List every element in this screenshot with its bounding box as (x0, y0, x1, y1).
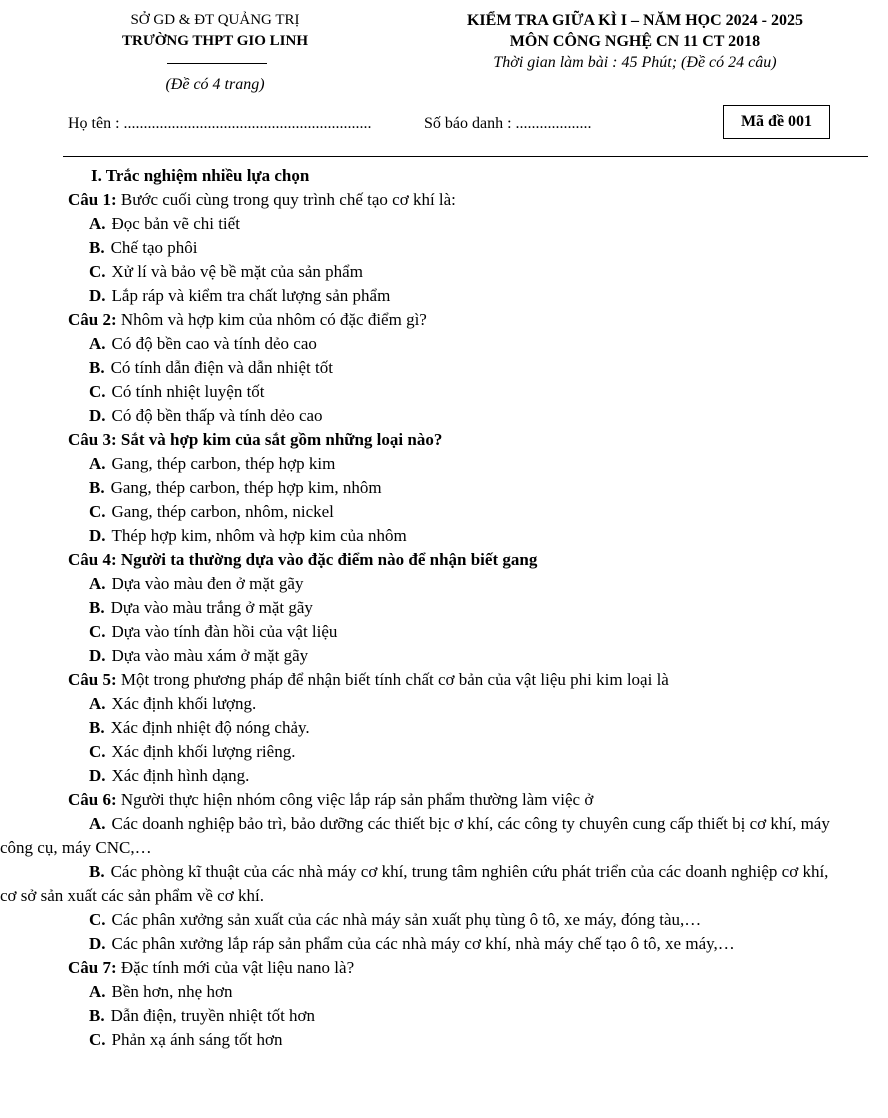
question-3 (68, 428, 848, 452)
question-5 (68, 668, 848, 692)
student-name-field: Họ tên : .............................................................. (68, 115, 372, 132)
question-text: Người ta thường dựa vào đặc điểm nào để nhận biết gang (116, 550, 538, 569)
option-c (68, 1028, 848, 1052)
question-7 (68, 956, 848, 980)
question-label: Câu 7: (68, 958, 117, 977)
option-a (68, 212, 848, 236)
option-c (68, 620, 848, 644)
option-letter: A. (89, 334, 106, 353)
option-d (68, 404, 848, 428)
question-label: Câu 2: (68, 310, 117, 329)
question-label: Câu 4: (68, 550, 117, 569)
question-text: Bước cuối cùng trong quy trình chế tạo cơ khí là: (116, 190, 456, 209)
option-text: Các doanh nghiệp bảo trì, bảo dưỡng các thiết bịc ơ khí, các công ty chuyên cung cấp thiết bị cơ khí, máy công cụ, máy CNC,… (0, 814, 830, 857)
option-text: Gang, thép carbon, nhôm, nickel (111, 502, 334, 521)
option-text: Xác định nhiệt độ nóng chảy. (110, 718, 310, 737)
option-text: Dẫn điện, truyền nhiệt tốt hơn (110, 1006, 316, 1025)
option-letter: A. (89, 694, 106, 713)
option-b (68, 356, 848, 380)
option-text: Các phòng kĩ thuật của các nhà máy cơ khí, trung tâm nghiên cứu phát triển của các doanh nghiệp cơ khí, cơ sở sản xuất các sản phẩm về cơ khí. (0, 862, 829, 905)
question-list (0, 188, 848, 1052)
option-d (0, 932, 848, 956)
option-text: Dựa vào tính đàn hồi của vật liệu (111, 622, 338, 641)
header-separator (63, 156, 868, 157)
option-letter: B. (89, 598, 105, 617)
department-name: SỞ GD & ĐT QUẢNG TRỊ (130, 12, 300, 28)
option-text: Gang, thép carbon, thép hợp kim (111, 454, 336, 473)
exam-content (0, 164, 848, 1052)
option-letter: A. (89, 454, 106, 473)
option-letter: A. (89, 982, 106, 1001)
page-count: (Đề có 4 trang) (165, 76, 265, 93)
option-a (68, 452, 848, 476)
question-1 (68, 188, 848, 212)
option-text: Dựa vào màu đen ở mặt gãy (111, 574, 304, 593)
question-text: Đặc tính mới của vật liệu nano là? (116, 958, 355, 977)
option-d (68, 524, 848, 548)
option-letter: C. (89, 742, 106, 761)
option-letter: D. (89, 646, 106, 665)
option-b (0, 860, 848, 908)
option-letter: B. (89, 1006, 105, 1025)
option-text: Gang, thép carbon, thép hợp kim, nhôm (110, 478, 382, 497)
option-letter: D. (89, 286, 106, 305)
option-d (68, 644, 848, 668)
option-text: Đọc bản vẽ chi tiết (111, 214, 240, 233)
question-4 (68, 548, 848, 572)
question-label: Câu 1: (68, 190, 117, 209)
option-letter: D. (89, 406, 106, 425)
option-b (68, 716, 848, 740)
option-text: Có độ bền cao và tính dẻo cao (111, 334, 317, 353)
school-name: TRƯỜNG THPT GIO LINH (121, 33, 308, 49)
option-text: Xử lí và bảo vệ bề mặt của sản phẩm (111, 262, 363, 281)
option-letter: B. (89, 358, 105, 377)
option-letter: D. (89, 766, 106, 785)
option-text: Các phân xưởng sản xuất của các nhà máy sản xuất phụ tùng ô tô, xe máy, đóng tàu,… (111, 910, 702, 929)
option-letter: C. (89, 622, 106, 641)
option-letter: B. (89, 478, 105, 497)
option-a (0, 812, 848, 860)
option-letter: C. (89, 382, 106, 401)
option-letter: C. (89, 262, 106, 281)
option-text: Bền hơn, nhẹ hơn (111, 982, 233, 1001)
question-text: Người thực hiện nhóm công việc lắp ráp sản phẩm thường làm việc ở (116, 790, 594, 809)
option-c (68, 380, 848, 404)
option-letter: B. (89, 862, 105, 881)
option-b (68, 1004, 848, 1028)
exam-duration: Thời gian làm bài : 45 Phút; (Đề có 24 câu) (493, 54, 777, 71)
option-letter: D. (89, 526, 106, 545)
option-letter: C. (89, 1030, 106, 1049)
question-2 (68, 308, 848, 332)
option-text: Có tính dẫn điện và dẫn nhiệt tốt (110, 358, 333, 377)
header-underline (167, 63, 267, 64)
option-letter: B. (89, 718, 105, 737)
option-letter: D. (89, 934, 106, 953)
student-id-field: Số báo danh : ................... (424, 115, 592, 132)
exam-title: KIỂM TRA GIỮA KÌ I – NĂM HỌC 2024 - 2025 (466, 12, 803, 29)
option-c (68, 500, 848, 524)
option-letter: A. (89, 214, 106, 233)
question-label: Câu 6: (68, 790, 117, 809)
option-text: Xác định khối lượng riêng. (111, 742, 296, 761)
question-text: Nhôm và hợp kim của nhôm có đặc điểm gì? (116, 310, 427, 329)
question-6 (68, 788, 848, 812)
option-a (68, 572, 848, 596)
option-letter: B. (89, 238, 105, 257)
option-b (68, 236, 848, 260)
question-label: Câu 5: (68, 670, 117, 689)
option-letter: A. (89, 814, 106, 833)
option-d (68, 764, 848, 788)
option-a (68, 692, 848, 716)
option-text: Lắp ráp và kiểm tra chất lượng sản phẩm (111, 286, 391, 305)
option-d (68, 284, 848, 308)
option-text: Xác định hình dạng. (111, 766, 250, 785)
option-text: Các phân xưởng lắp ráp sản phẩm của các nhà máy cơ khí, nhà máy chế tạo ô tô, xe máy,… (111, 934, 735, 953)
exam-code: Mã đề 001 (740, 113, 813, 130)
option-text: Dựa vào màu xám ở mặt gãy (111, 646, 309, 665)
option-b (68, 476, 848, 500)
option-b (68, 596, 848, 620)
option-letter: C. (89, 910, 106, 929)
option-text: Có tính nhiệt luyện tốt (111, 382, 265, 401)
option-text: Xác định khối lượng. (111, 694, 257, 713)
option-text: Thép hợp kim, nhôm và hợp kim của nhôm (111, 526, 407, 545)
option-letter: C. (89, 502, 106, 521)
question-text: Sắt và hợp kim của sắt gồm những loại nào? (116, 430, 443, 449)
question-text: Một trong phương pháp để nhận biết tính chất cơ bản của vật liệu phi kim loại là (116, 670, 669, 689)
exam-code-box (723, 105, 830, 139)
option-c (68, 260, 848, 284)
option-a (68, 980, 848, 1004)
subject-title: MÔN CÔNG NGHỆ CN 11 CT 2018 (509, 33, 761, 50)
option-text: Có độ bền thấp và tính dẻo cao (111, 406, 323, 425)
question-label: Câu 3: (68, 430, 117, 449)
option-text: Chế tạo phôi (110, 238, 198, 257)
option-c (0, 908, 848, 932)
section-title: I. Trắc nghiệm nhiều lựa chọn (91, 166, 310, 185)
option-text: Phản xạ ánh sáng tốt hơn (111, 1030, 283, 1049)
option-c (68, 740, 848, 764)
option-a (68, 332, 848, 356)
option-text: Dựa vào màu trắng ở mặt gãy (110, 598, 313, 617)
option-letter: A. (89, 574, 106, 593)
